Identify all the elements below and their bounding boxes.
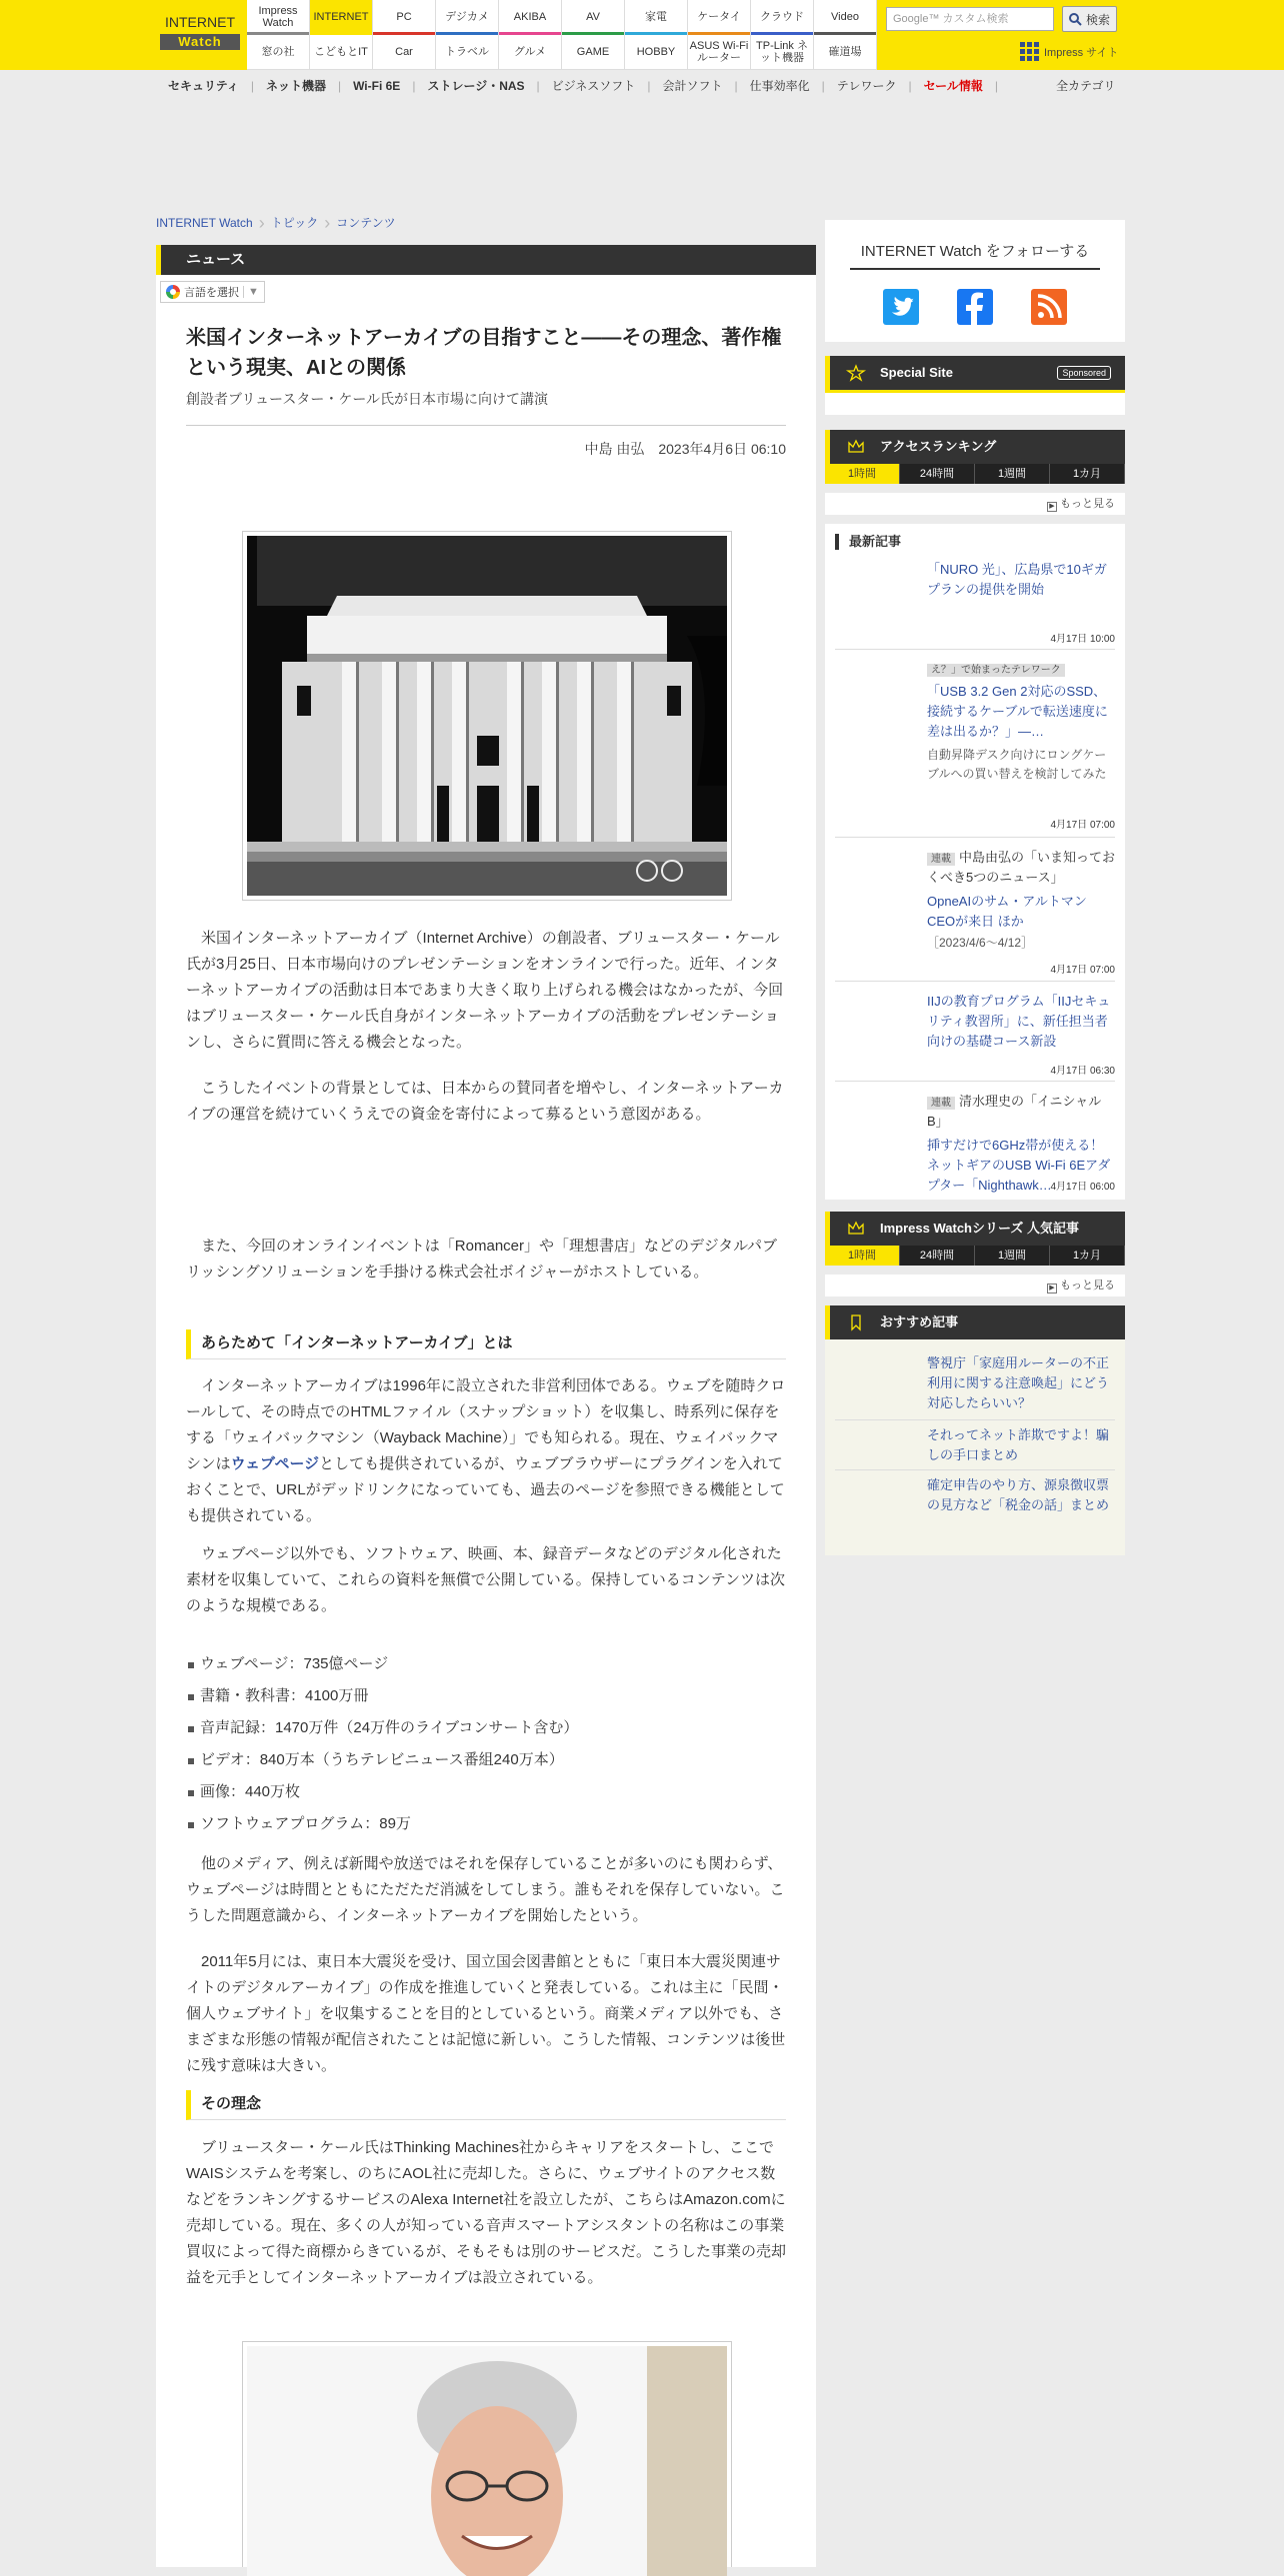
nav-item[interactable]: ASUS Wi-Fiルーター <box>688 35 751 70</box>
nav-item[interactable]: ケータイ <box>688 0 751 35</box>
tab-1month[interactable]: 1カ月 <box>1050 464 1125 484</box>
nav-item[interactable]: 確道場 <box>814 35 877 70</box>
author: 中島 由弘 <box>584 441 645 457</box>
nav-item[interactable]: TP-Link ネット機器 <box>751 35 814 70</box>
list-item[interactable]: 連載 清水理史の「イニシャルB」 挿すだけで6GHz帯が使える！ ネットギアのUSB Wi-Fi 6Eアダプター「Nighthawk… 4月17日 06:00 <box>927 1094 1115 1193</box>
search-input[interactable]: Google™ カスタム検索 <box>886 7 1054 31</box>
nav-item[interactable]: デジカメ <box>436 0 499 35</box>
impress-site-menu[interactable]: Impress サイト <box>1020 42 1118 61</box>
article-paragraph: こうしたイベントの背景としては、日本からの賛同者を増やし、インターネットアーカイブの運営を続けていくうえでの資金を寄付によって募るという意図がある。 <box>186 1080 784 1123</box>
article-paragraph: 米国インターネットアーカイブ（Internet Archive）の創設者、ブリュースター・ケール氏が3月25日、日本市場向けのプレゼンテーションをオンラインで行った。近年、インターネットアーカイブの活動は日本であまり大きく取り上げられる機会はなかったが、今回はブリュースター・ケール氏自身がインターネットアーカイブの活動をプレゼンテーションし、さらに質問に答える機会となった。 <box>186 930 784 1051</box>
recommend-header: おすすめ記事 <box>825 1305 1125 1339</box>
nav-item[interactable]: AKIBA <box>499 0 562 35</box>
chevron-down-icon: ▼ <box>243 286 259 298</box>
separator: | <box>536 78 540 93</box>
search-button[interactable]: 検索 <box>1062 6 1117 32</box>
play-icon: ▶ <box>1047 1284 1057 1293</box>
list-item[interactable]: IIJの教育プログラム「IIJセキュリティ教習所」に、新任担当者向けの基礎コース新設 4月17日 06:30 <box>835 990 1115 1082</box>
divider <box>835 1419 1115 1420</box>
nav-item[interactable]: クラウド <box>751 0 814 35</box>
breadcrumb <box>156 214 396 231</box>
more-link[interactable]: ▶ もっと見る <box>825 1275 1125 1296</box>
article-paragraph: 他のメディア、例えば新聞や放送ではそれを保存していることが多いのにも関わらず、ウェブページは時間とともにただただ消滅をしてしまう。誰もそれを保存していない。こうした問題意識から、インターネットアーカイブを開始したという。 <box>186 1855 785 1924</box>
subnav-item[interactable]: Wi-Fi 6E <box>353 78 401 93</box>
list-item: ビデオ：840万本（うちテレビニュース番組240万本） <box>186 1744 786 1776</box>
tab-1hour[interactable]: 1時間 <box>825 1246 900 1266</box>
nav-item[interactable]: Car <box>373 35 436 70</box>
tab-1hour[interactable]: 1時間 <box>825 464 900 484</box>
list-item: ソフトウェアプログラム：89万 <box>186 1808 786 1840</box>
article-paragraph: また、今回のオンラインイベントは「Romancer」や「理想書店」などのデジタルパブリッシングソリューションを手掛ける株式会社ボイジャーがホストしている。 <box>186 1238 778 1281</box>
article-paragraph: ウェブページ以外でも、ソフトウェア、映画、本、録音データなどのデジタル化された素材を収集していて、これらの資料を無償で公開している。保持しているコンテンツは次のような規模である。 <box>186 1545 785 1614</box>
article-subtitle: 創設者ブリュースター・ケール氏が日本市場に向けて講演 <box>186 391 549 407</box>
byline <box>186 439 786 459</box>
separator: | <box>908 78 912 93</box>
bookmark-icon <box>848 1315 864 1329</box>
follow-title: INTERNET Watch をフォローする <box>860 243 1090 260</box>
list-item[interactable]: 確定申告のやり方、源泉徴収票の見方など「税金の話」まとめ <box>927 1477 1110 1512</box>
chevron-right-icon: › <box>258 212 265 233</box>
nav-item[interactable]: INTERNET <box>310 0 373 35</box>
divider <box>850 268 1100 270</box>
category-subnav <box>168 77 998 94</box>
building-image <box>247 536 727 896</box>
separator: | <box>734 78 738 93</box>
article-main <box>156 245 816 2567</box>
subnav-item[interactable]: ビジネスソフト <box>551 79 636 93</box>
nav-item[interactable]: トラベル <box>436 35 499 70</box>
subnav-item[interactable]: セール情報 <box>923 79 983 93</box>
nav-item[interactable]: 窓の社 <box>247 35 310 70</box>
tab-24hours[interactable]: 24時間 <box>900 464 975 484</box>
site-nav-grid <box>247 0 877 70</box>
separator: | <box>821 78 825 93</box>
publish-date: 2023年4月6日 06:10 <box>658 441 786 457</box>
chevron-right-icon: › <box>324 212 331 233</box>
separator: | <box>337 78 342 93</box>
divider <box>186 425 786 426</box>
site-header <box>0 0 1284 70</box>
tab-1week[interactable]: 1週間 <box>975 464 1050 484</box>
nav-item[interactable]: Video <box>814 0 877 35</box>
subnav-item[interactable]: 会計ソフト <box>662 79 723 93</box>
nav-item[interactable]: Impress Watch <box>247 0 310 35</box>
nav-item[interactable]: GAME <box>562 35 625 70</box>
separator: | <box>412 78 416 93</box>
article-title: 米国インターネットアーカイブの目指すこと――その理念、著作権という現実、AIとの関係 <box>186 327 782 379</box>
all-categories-link[interactable]: 全カテゴリ <box>1056 79 1116 93</box>
crown-icon <box>848 1222 864 1236</box>
building-photo[interactable] <box>242 531 732 901</box>
list-item: 画像：440万枚 <box>186 1776 786 1808</box>
list-item[interactable]: 連載 中島由弘の「いま知っておくべき5つのニュース」 OpneAIのサム・アルトマンCEOが来日 ほか ［2023/4/6～4/12］ 4月17日 07:00 <box>835 846 1115 982</box>
facebook-icon[interactable] <box>957 289 993 325</box>
breadcrumb-item[interactable]: INTERNET Watch <box>156 215 253 230</box>
sponsored-badge: Sponsored <box>1057 366 1111 380</box>
list-item: 書籍・教科書：4100万冊 <box>186 1680 786 1712</box>
nav-item[interactable]: HOBBY <box>625 35 688 70</box>
divider <box>835 1469 1115 1470</box>
content-scale-list <box>186 1648 786 1840</box>
section-heading: あらためて「インターネットアーカイブ」とは <box>186 1329 786 1359</box>
google-icon <box>166 285 180 299</box>
special-site-header: Special Site Sponsored <box>825 356 1125 390</box>
crown-icon <box>848 440 864 454</box>
tab-24hours[interactable]: 24時間 <box>900 1246 975 1266</box>
separator: | <box>994 78 999 93</box>
follow-box <box>825 220 1125 342</box>
tab-1month[interactable]: 1カ月 <box>1050 1246 1125 1266</box>
special-site-body <box>825 393 1125 415</box>
subnav-item[interactable]: ネット機器 <box>265 79 326 93</box>
nav-item[interactable]: PC <box>373 0 436 35</box>
subnav-item[interactable]: テレワーク <box>836 79 897 93</box>
separator: | <box>250 78 254 93</box>
search-icon <box>1069 13 1082 26</box>
list-item: 音声記録：1470万件（24万件のライブコンサート含む） <box>186 1712 786 1744</box>
list-item[interactable]: 「NURO 光」、広島県で10ギガプランの提供を開始 4月17日 10:00 <box>835 558 1115 650</box>
translate-select[interactable]: 言語を選択 ▼ <box>160 281 265 303</box>
rss-icon[interactable] <box>1031 289 1067 325</box>
recommend-list <box>825 1339 1125 1555</box>
article-paragraph: インターネットアーカイブは1996年に設立された非営利団体である。ウェブを随時クロールして、その時点でのHTMLファイル（スナップショット）を収集し、時系列に保存をする「ウェイバックマシン（Wayback Machine）」でも知られる。現在、ウェイバックマシンはウェブページとしても提供されているが、ウェブブラウザーにプラグインを入れておくことで、URLがデッドリンクになっていても、過去のページを参照できる機能としても提供されている。 <box>186 1377 786 1524</box>
subnav-item[interactable]: セキュリティ <box>168 79 239 93</box>
latest-title: 最新記事 <box>835 534 901 550</box>
impress-ranking-tabs <box>825 1246 1125 1266</box>
section-heading: その理念 <box>186 2090 786 2120</box>
portrait-image <box>247 2346 727 2576</box>
subnav-item[interactable]: ストレージ・NAS <box>427 79 525 93</box>
site-logo[interactable]: INTERNET Watch <box>160 14 240 56</box>
star-icon <box>848 366 864 380</box>
access-ranking-header: アクセスランキング <box>825 430 1125 464</box>
nav-item[interactable]: こどもとIT <box>310 35 373 70</box>
list-item[interactable]: それってネット詐欺ですよ！騙しの手口まとめ <box>927 1427 1110 1462</box>
grid-icon <box>1020 42 1039 61</box>
nav-item[interactable]: グルメ <box>499 35 562 70</box>
subnav-item[interactable]: 仕事効率化 <box>749 79 810 93</box>
breadcrumb-item[interactable]: コンテンツ <box>336 216 396 230</box>
article-paragraph: ブリュースター・ケール氏はThinking Machines社からキャリアをスタートし、ここでWAISシステムを考案し、のちにAOL社に売却した。さらに、ウェブサイトのアクセス数などをランキングするサービスのAlexa Internet社を設立したが、こちらはAmazon.comに売却している。現在、多くの人が知っている音声スマートアシスタントの名称はこの事業買収によって得た商標からきているが、そもそもは別のサービスだ。こうした事業の売却益を元手としてインターネットアーカイブは設立されている。 <box>186 2139 787 2286</box>
wayback-link[interactable]: ウェブページ <box>230 1455 320 1472</box>
portrait-photo[interactable] <box>242 2341 732 2567</box>
tab-1week[interactable]: 1週間 <box>975 1246 1050 1266</box>
breadcrumb-item[interactable]: トピック <box>270 216 319 230</box>
impress-ranking-header: Impress Watchシリーズ 人気記事 <box>825 1212 1125 1246</box>
ranking-tabs <box>825 464 1125 484</box>
more-link[interactable]: ▶ もっと見る <box>825 493 1125 515</box>
list-item[interactable]: 警視庁「家庭用ルーターの不正利用に関する注意喚起」にどう対応したらいい？ <box>927 1355 1110 1410</box>
twitter-icon[interactable] <box>883 289 919 325</box>
nav-item[interactable]: AV <box>562 0 625 35</box>
play-icon: ▶ <box>1047 502 1057 512</box>
latest-articles <box>825 524 1125 1200</box>
list-item[interactable]: え？」で始まったテレワーク 「USB 3.2 Gen 2対応のSSD、接続するケーブルで転送速度に差は出るか？」―… 自動昇降デスク向けにロングケーブルへの買い替えを検討してみた 4月17日 07:00 <box>835 658 1115 838</box>
nav-item[interactable]: 家電 <box>625 0 688 35</box>
section-title: ニュース <box>156 245 816 275</box>
list-item: ウェブページ：735億ページ <box>186 1648 786 1680</box>
separator: | <box>647 78 651 93</box>
article-paragraph: 2011年5月には、東日本大震災を受け、国立国会図書館とともに「東日本大震災関連サイトのデジタルアーカイブ」の作成を推進していくと発表している。これは主に「民間・個人ウェブサイト」を収集することを目的としているという。商業メディア以外でも、さまざまな形態の情報が配信されたことは記憶に新しい。こうした情報、コンテンツは後世に残す意味は大きい。 <box>186 1953 786 2074</box>
